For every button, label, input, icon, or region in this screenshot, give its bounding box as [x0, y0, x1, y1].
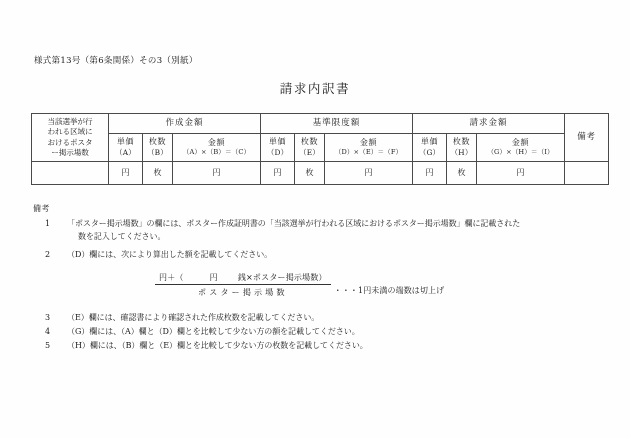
group-header-standard-limit: 基準限度額 [261, 114, 413, 134]
subheader-amount-f: 金額 （D）×（E）＝（F） [325, 134, 413, 162]
input-poster-count[interactable] [32, 162, 109, 185]
table-entry-row [32, 162, 609, 185]
input-amount-f[interactable]: 円 [325, 162, 413, 185]
note-number-2: 2 [45, 249, 51, 259]
note-item-3 [33, 312, 599, 325]
subheader-sheet-count-e: 枚数 （E） [295, 134, 325, 162]
input-unit-price-a[interactable]: 円 [109, 162, 143, 185]
note-text-4: （G）欄には、（A）欄と（D）欄とを比較して少ない方の額を記載してください。 [67, 326, 360, 336]
subheader-sheet-count-b: 枚数 （B） [143, 134, 173, 162]
group-header-claim-amount: 請求金額 [413, 114, 565, 134]
input-unit-price-d[interactable]: 円 [261, 162, 295, 185]
formula-denominator: ポスター掲示場数 [198, 288, 288, 297]
subheader-amount-i: 金額 （G）×（H）＝（I） [477, 134, 565, 162]
formula-fraction [155, 272, 331, 298]
note-text-2: （D）欄には、次により算出した額を記載してください。 [67, 249, 273, 259]
table-header-row-subcolumns [32, 134, 609, 162]
note-item-5 [33, 340, 599, 353]
note-text-3: （E）欄には、確認書により確認された作成枚数を記載してください。 [67, 313, 320, 322]
formula-numerator-part3: 銭×ポスター掲示場数） [237, 273, 327, 282]
input-amount-c[interactable]: 円 [173, 162, 261, 185]
formula-numerator-part1: 円＋（ [159, 273, 184, 282]
note-item-2 [33, 249, 599, 262]
input-sheet-count-h[interactable]: 枚 [447, 162, 477, 185]
note-number-5: 5 [45, 340, 51, 350]
subheader-unit-price-a: 単価 （A） [109, 134, 143, 162]
notes-section-tail [33, 312, 599, 354]
input-amount-i[interactable]: 円 [477, 162, 565, 185]
formula-numerator-part2: 円 [209, 273, 218, 282]
claim-breakdown-table [31, 113, 599, 185]
formula-block [33, 272, 599, 298]
note-text-1-line2: 数を記入してください。 [78, 231, 166, 241]
notes-label: 備考 [33, 204, 50, 213]
form-code: 様式第13号（第6条関係）その3（別紙） [34, 56, 198, 66]
subheader-sheet-count-h: 枚数 （H） [447, 134, 477, 162]
notes-section [33, 203, 599, 263]
input-sheet-count-e[interactable]: 枚 [295, 162, 325, 185]
formula-numerator [155, 272, 331, 285]
note-item-1 [33, 218, 599, 244]
formula-annotation: ・・・1円未満の端数は切上げ [333, 286, 445, 295]
page-title: 請求内訳書 [279, 81, 351, 96]
note-number-1: 1 [45, 218, 51, 228]
note-text-1-line1: 「ポスター掲示場数」の欄には、ポスター作成証明書の「当該選挙が行われる区域におけるポスター掲示場数」欄に記載された [67, 218, 521, 228]
subheader-amount-c: 金額 （A）×（B）＝（C） [173, 134, 261, 162]
subheader-unit-price-g: 単価 （G） [413, 134, 447, 162]
note-item-4 [33, 326, 599, 339]
note-number-3: 3 [45, 313, 51, 322]
subheader-unit-price-d: 単価 （D） [261, 134, 295, 162]
input-sheet-count-b[interactable]: 枚 [143, 162, 173, 185]
input-unit-price-g[interactable]: 円 [413, 162, 447, 185]
note-text-5: （H）欄には、（B）欄と（E）欄とを比較して少ない方の枚数を記載してください。 [67, 340, 368, 350]
input-remarks[interactable] [565, 162, 609, 185]
table-header-row-groups [32, 114, 609, 134]
remarks-header: 備考 [565, 114, 609, 162]
note-number-4: 4 [45, 326, 51, 336]
group-header-creation-amount: 作成金額 [109, 114, 261, 134]
poster-count-header: 当該選挙が行 われる区域に おけるポスタ ー掲示場数 [32, 114, 109, 162]
